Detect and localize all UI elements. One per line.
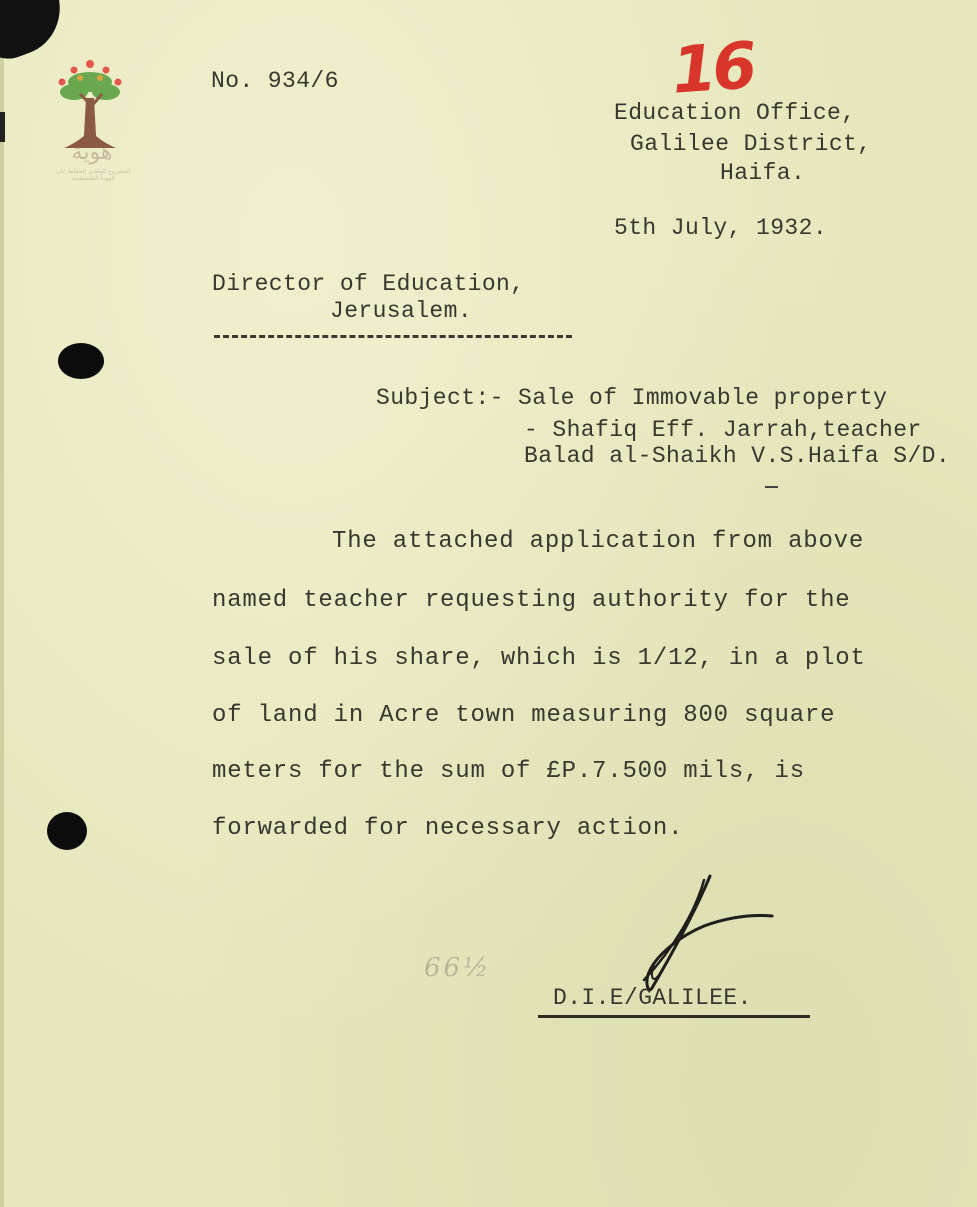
- signature-underline: [538, 1015, 810, 1018]
- handwritten-signature: [600, 870, 790, 1000]
- sender-address-line: Haifa.: [720, 160, 806, 186]
- subject-line: - Shafiq Eff. Jarrah,teacher: [524, 417, 922, 443]
- recipient-line: Jerusalem.: [330, 298, 473, 324]
- logo-wordmark: هوية: [71, 140, 113, 165]
- sender-address-line: Galilee District,: [630, 131, 872, 157]
- subject-line: Subject:- Sale of Immovable property: [376, 385, 888, 411]
- body-line: sale of his share, which is 1/12, in a plot: [212, 645, 866, 672]
- letter-date: 5th July, 1932.: [614, 215, 828, 241]
- body-line: of land in Acre town measuring 800 square: [212, 702, 836, 729]
- recipient-line: Director of Education,: [212, 271, 525, 297]
- page-edge: [0, 0, 4, 1207]
- recipient-underline: [214, 335, 572, 338]
- body-line: The attached application from above: [332, 528, 865, 555]
- logo-subtitle: المشروع الوطني للحفاظ على الهوية الفلسطينية: [55, 168, 131, 182]
- punch-hole: [47, 812, 87, 850]
- punch-hole: [58, 343, 104, 379]
- body-line: named teacher requesting authority for the: [212, 587, 851, 614]
- reference-number: No. 934/6: [211, 68, 339, 94]
- body-line: meters for the sum of £P.7.500 mils, is: [212, 758, 805, 785]
- signature-block: D.I.E/GALILEE.: [553, 985, 752, 1011]
- typed-mark: [765, 486, 778, 488]
- body-line: forwarded for necessary action.: [212, 815, 684, 842]
- pencil-note: 66½: [424, 953, 492, 983]
- subject-line: Balad al-Shaikh V.S.Haifa S/D.: [524, 443, 951, 469]
- folio-number: 16: [669, 29, 756, 109]
- sender-address-line: Education Office,: [614, 100, 856, 126]
- edge-mark: [0, 112, 5, 142]
